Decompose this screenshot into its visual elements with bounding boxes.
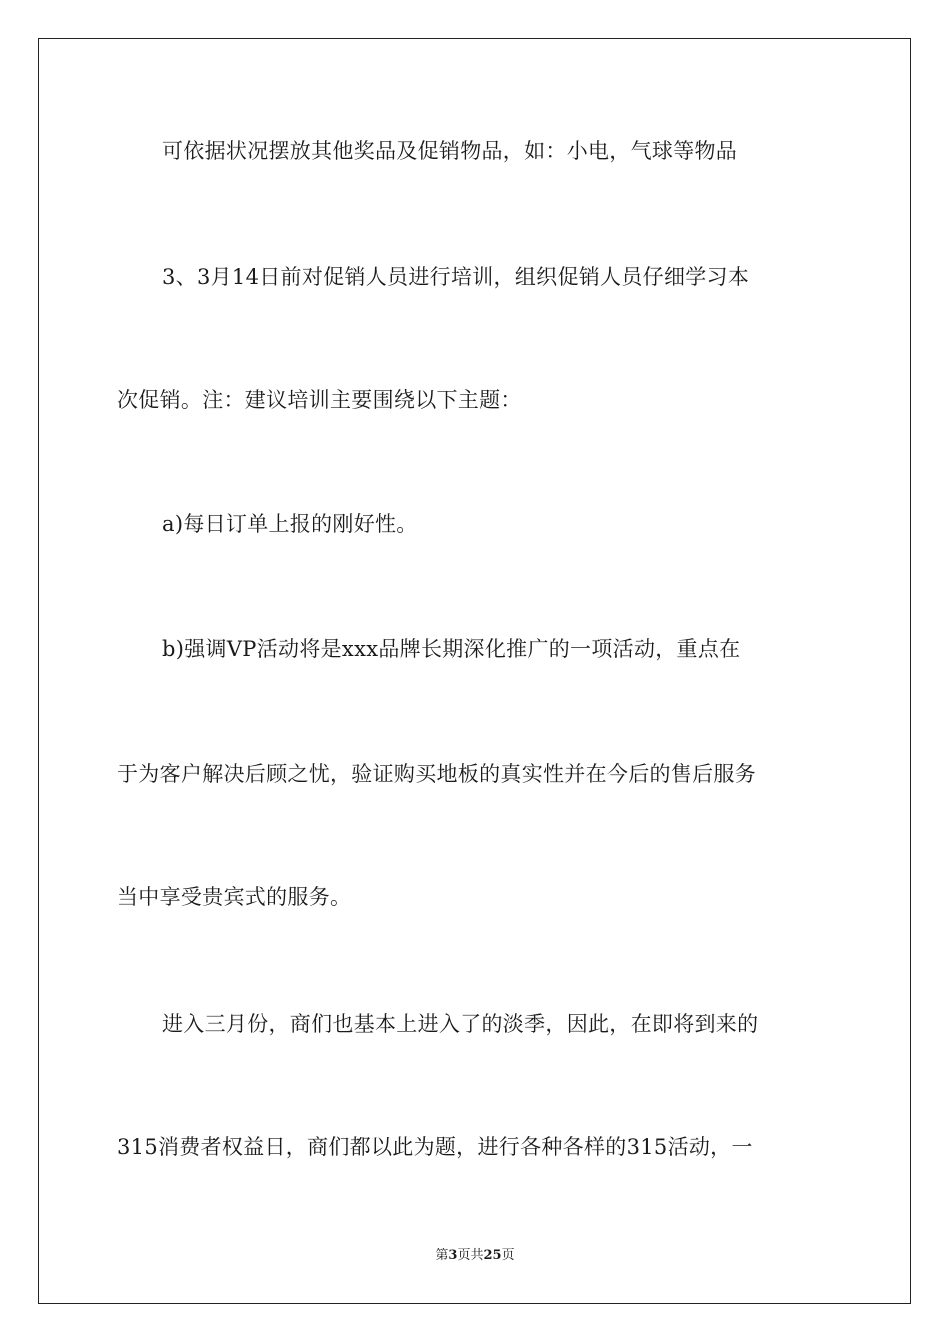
paragraph-line-6: 于为客户解决后顾之忧，验证购买地板的真实性并在今后的售后服务 (117, 762, 756, 786)
paragraph-line-4: a)每日订单上报的刚好性。 (162, 512, 418, 536)
footer-total-suffix: 页 (501, 1248, 515, 1263)
page-border (38, 38, 911, 1304)
paragraph-line-8: 进入三月份，商们也基本上进入了的淡季，因此，在即将到来的 (162, 1012, 759, 1036)
footer-total-prefix: 共 (470, 1248, 484, 1263)
footer-page-prefix: 第 (435, 1248, 449, 1263)
paragraph-line-5: b)强调VP活动将是xxx品牌长期深化推广的一项活动，重点在 (162, 637, 741, 661)
paragraph-line-3: 次促销。注：建议培训主要围绕以下主题： (117, 388, 522, 412)
page-footer (0, 1247, 950, 1265)
paragraph-line-9: 315消费者权益日，商们都以此为题，进行各种各样的315活动，一 (117, 1135, 753, 1159)
paragraph-line-1: 可依据状况摆放其他奖品及促销物品，如：小电，气球等物品 (162, 139, 738, 163)
footer-page-number: 3 (448, 1248, 458, 1263)
paragraph-line-7: 当中享受贵宾式的服务。 (117, 885, 352, 909)
footer-page-suffix: 页 (457, 1248, 471, 1263)
paragraph-line-2: 3、3月14日前对促销人员进行培训，组织促销人员仔细学习本 (162, 265, 750, 289)
footer-total-pages: 25 (483, 1248, 502, 1263)
